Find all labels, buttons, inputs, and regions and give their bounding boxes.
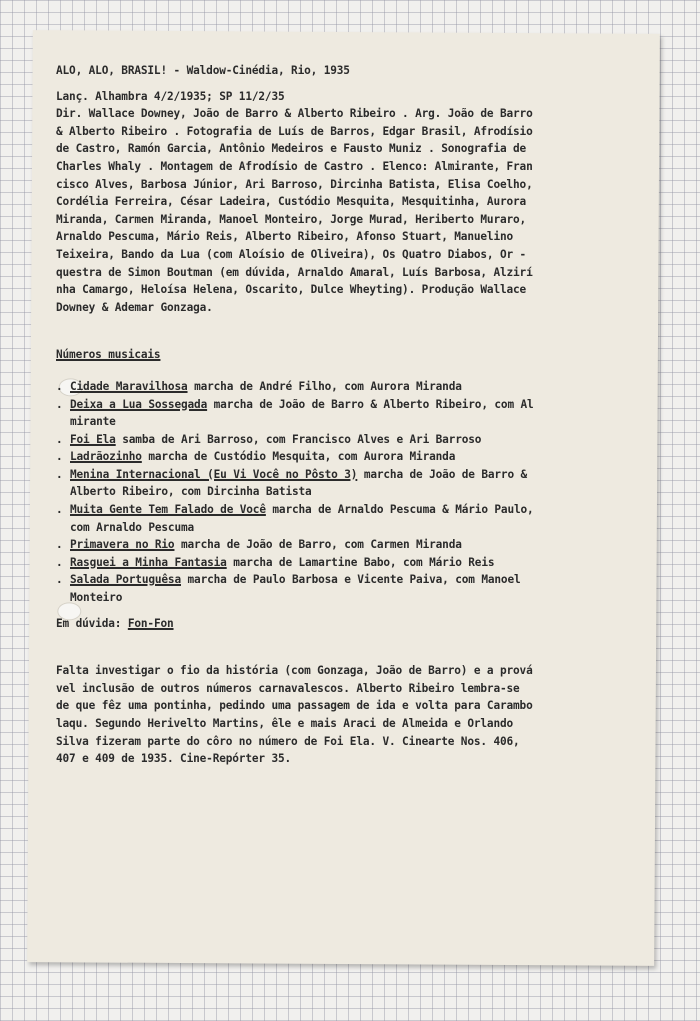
doubt-label: Em dúvida:: [56, 616, 122, 630]
track-details: samba de Ari Barroso, com Francisco Alves e Ari Barroso: [122, 432, 482, 446]
track-title: Muita Gente Tem Falado de Você: [70, 503, 266, 517]
track-details: marcha de João de Barro, com Carmen Miranda: [181, 538, 462, 552]
credits-line: Dir. Wallace Downey, João de Barro & Alberto Ribeiro . Arg. João de Barro: [56, 107, 533, 121]
credits-line: Teixeira, Bando da Lua (com Aloísio de Oliveira), Os Quatro Diabos, Or -: [56, 247, 527, 261]
track-title: Salada Portuguêsa: [70, 573, 181, 587]
track-details: marcha de Custódio Mesquita, com Aurora Miranda: [148, 450, 456, 464]
credits-line: questra de Simon Boutman (em dúvida, Arnaldo Amaral, Luís Barbosa, Alzirí: [56, 265, 533, 279]
track-item: . Salada Portuguêsa marcha de Paulo Barbosa e Vicente Paiva, com Manoel: [56, 573, 521, 587]
credits-line: Charles Whaly . Montagem de Afrodísio de Castro . Elenco: Almirante, Fran: [56, 159, 533, 173]
credits-line: Arnaldo Pescuma, Mário Reis, Alberto Ribeiro, Afonso Stuart, Manuelino: [56, 230, 514, 244]
track-title: Rasguei a Minha Fantasia: [70, 555, 227, 569]
track-title: Deixa a Lua Sossegada: [70, 397, 208, 411]
credits-line: Downey & Ademar Gonzaga.: [56, 300, 213, 314]
doubt-line: [56, 615, 632, 633]
typed-text: [56, 62, 632, 768]
note-line: Silva fizeram parte do côro no número de Foi Ela. V. Cinearte Nos. 406,: [56, 734, 520, 748]
track-continuation: Alberto Ribeiro, com Dircinha Batista: [70, 485, 312, 499]
track-item: . Primavera no Rio marcha de João de Barro, com Carmen Miranda: [56, 538, 462, 552]
track-title: Menina Internacional (Eu Vi Você no Pôsto 3): [70, 467, 358, 481]
track-details: marcha de Arnaldo Pescuma & Mário Paulo,: [272, 503, 534, 517]
credits-line: nha Camargo, Heloísa Helena, Oscarito, Dulce Wheyting). Produção Wallace: [56, 283, 527, 297]
track-item: . Rasguei a Minha Fantasia marcha de Lamartine Babo, com Mário Reis: [56, 555, 495, 569]
track-item: . Cidade Maravilhosa marcha de André Filho, com Aurora Miranda: [56, 379, 462, 393]
track-continuation: mirante: [70, 415, 116, 429]
note-line: Falta investigar o fio da história (com Gonzaga, João de Barro) e a prová: [56, 664, 533, 678]
track-continuation: Monteiro: [70, 591, 123, 605]
track-details: marcha de João de Barro &: [363, 467, 528, 481]
release-info: Lanç. Alhambra 4/2/1935; SP 11/2/35: [56, 89, 285, 103]
track-details: marcha de João de Barro & Alberto Ribeiro, com Al: [213, 397, 534, 411]
credits-line: Miranda, Carmen Miranda, Manoel Monteiro, Jorge Murad, Heriberto Muraro,: [56, 212, 527, 226]
note-line: laqu. Segundo Herivelto Martins, êle e mais Araci de Almeida e Orlando: [56, 717, 514, 730]
track-details: marcha de André Filho, com Aurora Miranda: [194, 379, 462, 393]
note-block: [56, 662, 632, 768]
track-item: . Deixa a Lua Sossegada marcha de João de Barro & Alberto Ribeiro, com Al: [56, 397, 534, 411]
tracks-list: [56, 378, 632, 607]
credits-block: [56, 105, 632, 316]
track-details: marcha de Lamartine Babo, com Mário Reis: [233, 555, 495, 569]
track-title: Ladrãozinho: [70, 450, 142, 464]
track-item: . Menina Internacional (Eu Vi Você no Pôsto 3) marcha de João de Barro &: [56, 467, 528, 481]
note-line: de que fêz uma pontinha, pedindo uma passagem de ida e volta para Carambo: [56, 699, 533, 713]
track-item: . Ladrãozinho marcha de Custódio Mesquita, com Aurora Miranda: [56, 450, 456, 464]
track-continuation: com Arnaldo Pescuma: [70, 520, 195, 534]
note-line: 407 e 409 de 1935. Cine-Repórter 35.: [56, 752, 292, 766]
film-title: ALO, ALO, BRASIL! - Waldow-Cinédia, Rio, 1935: [56, 64, 350, 77]
credits-line: de Castro, Ramón Garcia, Antônio Medeiros e Fausto Muniz . Sonografia de: [56, 142, 527, 156]
track-item: . Foi Ela samba de Ari Barroso, com Francisco Alves e Ari Barroso: [56, 432, 482, 446]
track-details: marcha de Paulo Barbosa e Vicente Paiva, com Manoel: [187, 573, 521, 587]
credits-line: Cordélia Ferreira, César Ladeira, Custódio Mesquita, Mesquitinha, Aurora: [56, 195, 527, 209]
track-title: Cidade Maravilhosa: [70, 379, 188, 393]
track-title: Primavera no Rio: [70, 538, 175, 552]
credits-line: & Alberto Ribeiro . Fotografia de Luís de Barros, Edgar Brasil, Afrodísio: [56, 124, 533, 138]
note-line: vel inclusão de outros números carnavalescos. Alberto Ribeiro lembra-se: [56, 681, 520, 695]
credits-line: cisco Alves, Barbosa Júnior, Ari Barroso, Dircinha Batista, Elisa Coelho,: [56, 177, 533, 191]
doubt-value: Fon-Fon: [127, 616, 174, 630]
track-title: Foi Ela: [70, 432, 116, 446]
track-item: . Muita Gente Tem Falado de Você marcha de Arnaldo Pescuma & Mário Paulo,: [56, 503, 534, 517]
section-heading: Números musicais: [56, 348, 161, 362]
